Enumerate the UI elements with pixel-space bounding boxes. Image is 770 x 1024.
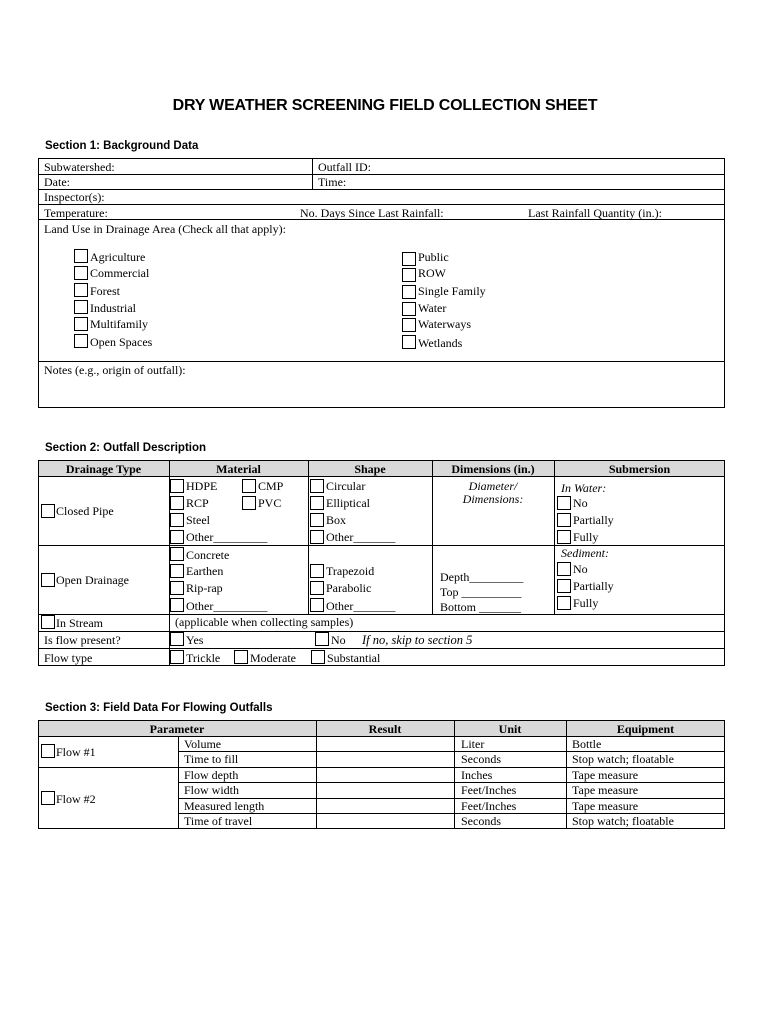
- material-checkbox-rip-rap[interactable]: [170, 581, 184, 595]
- sediment-label-no: No: [573, 562, 588, 576]
- in-water-checkbox-no[interactable]: [557, 496, 571, 510]
- land-use-checkbox-water[interactable]: [402, 302, 416, 316]
- material-label-steel: Steel: [186, 513, 210, 527]
- closed-pipe-label: Closed Pipe: [56, 504, 114, 518]
- land-use-checkbox-row[interactable]: [402, 268, 416, 282]
- param-flow-depth: Flow depth: [184, 768, 239, 782]
- in-water-label-partially: Partially: [573, 513, 614, 527]
- in-stream-note: (applicable when collecting samples): [175, 615, 354, 629]
- in-water-label: In Water:: [561, 481, 607, 495]
- flow-present-yes-label: Yes: [186, 633, 204, 647]
- unit-time-of-travel: Seconds: [461, 814, 501, 828]
- outfall-id-field[interactable]: Outfall ID:: [318, 160, 371, 174]
- flow-type-substantial-checkbox[interactable]: [311, 650, 325, 664]
- result-measured-length[interactable]: [317, 799, 454, 813]
- land-use-checkbox-single-family[interactable]: [402, 285, 416, 299]
- land-use-checkbox-waterways[interactable]: [402, 318, 416, 332]
- flow-present-label: Is flow present?: [44, 633, 121, 647]
- unit-flow-width: Feet/Inches: [461, 783, 517, 797]
- land-use-label-waterways: Waterways: [418, 317, 472, 331]
- sediment-checkbox-fully[interactable]: [557, 596, 571, 610]
- land-use-checkbox-open-spaces[interactable]: [74, 334, 88, 348]
- sediment-label-fully: Fully: [573, 596, 599, 610]
- land-use-checkbox-public[interactable]: [402, 252, 416, 266]
- material-label-cmp: CMP: [258, 479, 284, 493]
- material-checkbox-cmp[interactable]: [242, 479, 256, 493]
- unit-time-to-fill: Seconds: [461, 752, 501, 766]
- header-unit: Unit: [498, 722, 522, 736]
- param-time-of-travel: Time of travel: [184, 814, 253, 828]
- material-label-concrete: Concrete: [186, 548, 230, 562]
- flow1-checkbox[interactable]: [41, 744, 55, 758]
- land-use-label: Land Use in Drainage Area (Check all that apply):: [44, 222, 286, 236]
- shape-label-circular: Circular: [326, 479, 366, 493]
- in-water-checkbox-partially[interactable]: [557, 513, 571, 527]
- land-use-label-open-spaces: Open Spaces: [90, 335, 153, 349]
- material-label-other-open: Other_________: [186, 599, 268, 613]
- equipment-time-of-travel: Stop watch; floatable: [572, 814, 674, 828]
- notes-field[interactable]: Notes (e.g., origin of outfall):: [44, 363, 186, 377]
- header-submersion: Submersion: [608, 462, 671, 476]
- header-dimensions: Dimensions (in.): [451, 462, 535, 476]
- flow-present-no-label: No: [331, 633, 346, 647]
- shape-label-parabolic: Parabolic: [326, 581, 372, 595]
- land-use-checkbox-commercial[interactable]: [74, 266, 88, 280]
- land-use-label-row: ROW: [418, 266, 446, 280]
- material-label-earthen: Earthen: [186, 564, 224, 578]
- flow-type-substantial-label: Substantial: [327, 651, 381, 665]
- shape-label-trapezoid: Trapezoid: [326, 564, 375, 578]
- material-checkbox-other-open[interactable]: [170, 598, 184, 612]
- material-checkbox-pvc[interactable]: [242, 496, 256, 510]
- section2-heading: Section 2: Outfall Description: [45, 442, 207, 454]
- land-use-label-industrial: Industrial: [90, 301, 136, 315]
- shape-checkbox-circular[interactable]: [310, 479, 324, 493]
- flow-type-label: Flow type: [44, 651, 93, 665]
- flow-type-moderate-checkbox[interactable]: [234, 650, 248, 664]
- in-stream-label: In Stream: [56, 616, 103, 630]
- header-shape: Shape: [354, 462, 386, 476]
- flow-type-moderate-label: Moderate: [250, 651, 296, 665]
- param-time-to-fill: Time to fill: [184, 752, 239, 766]
- in-water-label-fully: Fully: [573, 530, 599, 544]
- days-since-rain-field[interactable]: No. Days Since Last Rainfall:: [300, 206, 444, 220]
- material-checkbox-rcp[interactable]: [170, 496, 184, 510]
- land-use-label-single-family: Single Family: [418, 284, 486, 298]
- shape-checkbox-parabolic[interactable]: [310, 581, 324, 595]
- material-checkbox-steel[interactable]: [170, 513, 184, 527]
- inspectors-field[interactable]: Inspector(s):: [44, 190, 105, 204]
- unit-measured-length: Feet/Inches: [461, 799, 517, 813]
- rain-quantity-field[interactable]: Last Rainfall Quantity (in.):: [528, 206, 662, 220]
- shape-label-box: Box: [326, 513, 347, 527]
- section1-heading: Section 1: Background Data: [45, 140, 199, 152]
- closed-pipe-checkbox[interactable]: [41, 504, 55, 518]
- in-water-label-no: No: [573, 496, 588, 510]
- shape-checkbox-box[interactable]: [310, 513, 324, 527]
- land-use-checkbox-industrial[interactable]: [74, 300, 88, 314]
- land-use-checkbox-agriculture[interactable]: [74, 249, 88, 263]
- material-label-rip-rap: Rip-rap: [186, 581, 223, 595]
- header-result: Result: [368, 722, 402, 736]
- skip-note: If no, skip to section 5: [362, 633, 473, 647]
- section3-heading: Section 3: Field Data For Flowing Outfalls: [45, 702, 273, 714]
- param-measured-length: Measured length: [184, 799, 265, 813]
- land-use-label-commercial: Commercial: [90, 266, 150, 280]
- header-drainage-type: Drainage Type: [65, 462, 142, 476]
- open-drainage-label: Open Drainage: [56, 573, 129, 587]
- shape-checkbox-other-closed[interactable]: [310, 530, 324, 544]
- land-use-checkbox-forest[interactable]: [74, 283, 88, 297]
- material-label-rcp: RCP: [186, 496, 209, 510]
- material-checkbox-other-closed[interactable]: [170, 530, 184, 544]
- land-use-label-water: Water: [418, 301, 447, 315]
- shape-checkbox-trapezoid[interactable]: [310, 564, 324, 578]
- result-volume[interactable]: [317, 737, 454, 751]
- open-drainage-checkbox[interactable]: [41, 573, 55, 587]
- shape-checkbox-elliptical[interactable]: [310, 496, 324, 510]
- equipment-volume: Bottle: [572, 737, 602, 751]
- header-parameter: Parameter: [149, 722, 205, 736]
- flow-present-yes-checkbox[interactable]: [170, 632, 184, 646]
- header-material: Material: [216, 462, 261, 476]
- result-flow-depth[interactable]: [317, 768, 454, 782]
- material-label-hdpe: HDPE: [186, 479, 218, 493]
- land-use-checkbox-multifamily[interactable]: [74, 317, 88, 331]
- date-field[interactable]: Date:: [44, 175, 70, 189]
- material-label-pvc: PVC: [258, 496, 282, 510]
- flow-type-trickle-checkbox[interactable]: [170, 650, 184, 664]
- result-flow-width[interactable]: [317, 783, 454, 797]
- land-use-label-agriculture: Agriculture: [90, 250, 146, 264]
- temperature-field[interactable]: Temperature:: [44, 206, 108, 220]
- shape-checkbox-other-open[interactable]: [310, 598, 324, 612]
- sediment-checkbox-partially[interactable]: [557, 579, 571, 593]
- subwatershed-field[interactable]: Subwatershed:: [44, 160, 115, 174]
- result-time-of-travel[interactable]: [317, 814, 454, 828]
- unit-flow-depth: Inches: [461, 768, 493, 782]
- shape-label-elliptical: Elliptical: [326, 496, 370, 510]
- in-stream-checkbox[interactable]: [41, 615, 55, 629]
- diameter-label: Diameter/: [468, 479, 518, 493]
- param-volume: Volume: [184, 737, 222, 751]
- flow-present-no-checkbox[interactable]: [315, 632, 329, 646]
- top-field[interactable]: Top __________: [440, 585, 522, 599]
- land-use-checkbox-wetlands[interactable]: [402, 335, 416, 349]
- material-checkbox-concrete[interactable]: [170, 547, 184, 561]
- dimensions-label: Dimensions:: [462, 492, 524, 506]
- flow1-label: Flow #1: [56, 745, 96, 759]
- material-label-other-closed: Other_________: [186, 530, 268, 544]
- sediment-label: Sediment:: [561, 546, 609, 560]
- land-use-label-public: Public: [418, 250, 449, 264]
- shape-label-other-closed: Other_______: [326, 530, 396, 544]
- sediment-checkbox-no[interactable]: [557, 562, 571, 576]
- page-title: DRY WEATHER SCREENING FIELD COLLECTION SHEET: [172, 97, 598, 114]
- land-use-label-forest: Forest: [90, 284, 120, 298]
- in-water-checkbox-fully[interactable]: [557, 530, 571, 544]
- unit-volume: Liter: [461, 737, 485, 751]
- depth-field[interactable]: Depth_________: [440, 570, 524, 584]
- land-use-label-multifamily: Multifamily: [90, 317, 148, 331]
- flow2-label: Flow #2: [56, 792, 96, 806]
- equipment-time-to-fill: Stop watch; floatable: [572, 752, 674, 766]
- result-time-to-fill[interactable]: [317, 752, 454, 766]
- sediment-label-partially: Partially: [573, 579, 614, 593]
- equipment-flow-width: Tape measure: [572, 783, 639, 797]
- bottom-field[interactable]: Bottom _______: [440, 600, 522, 614]
- equipment-flow-depth: Tape measure: [572, 768, 639, 782]
- time-field[interactable]: Time:: [318, 175, 347, 189]
- equipment-measured-length: Tape measure: [572, 799, 639, 813]
- material-checkbox-hdpe[interactable]: [170, 479, 184, 493]
- param-flow-width: Flow width: [184, 783, 240, 797]
- header-equipment: Equipment: [616, 722, 675, 736]
- material-checkbox-earthen[interactable]: [170, 564, 184, 578]
- land-use-label-wetlands: Wetlands: [418, 336, 463, 350]
- flow-type-trickle-label: Trickle: [186, 651, 221, 665]
- shape-label-other-open: Other_______: [326, 599, 396, 613]
- flow2-checkbox[interactable]: [41, 791, 55, 805]
